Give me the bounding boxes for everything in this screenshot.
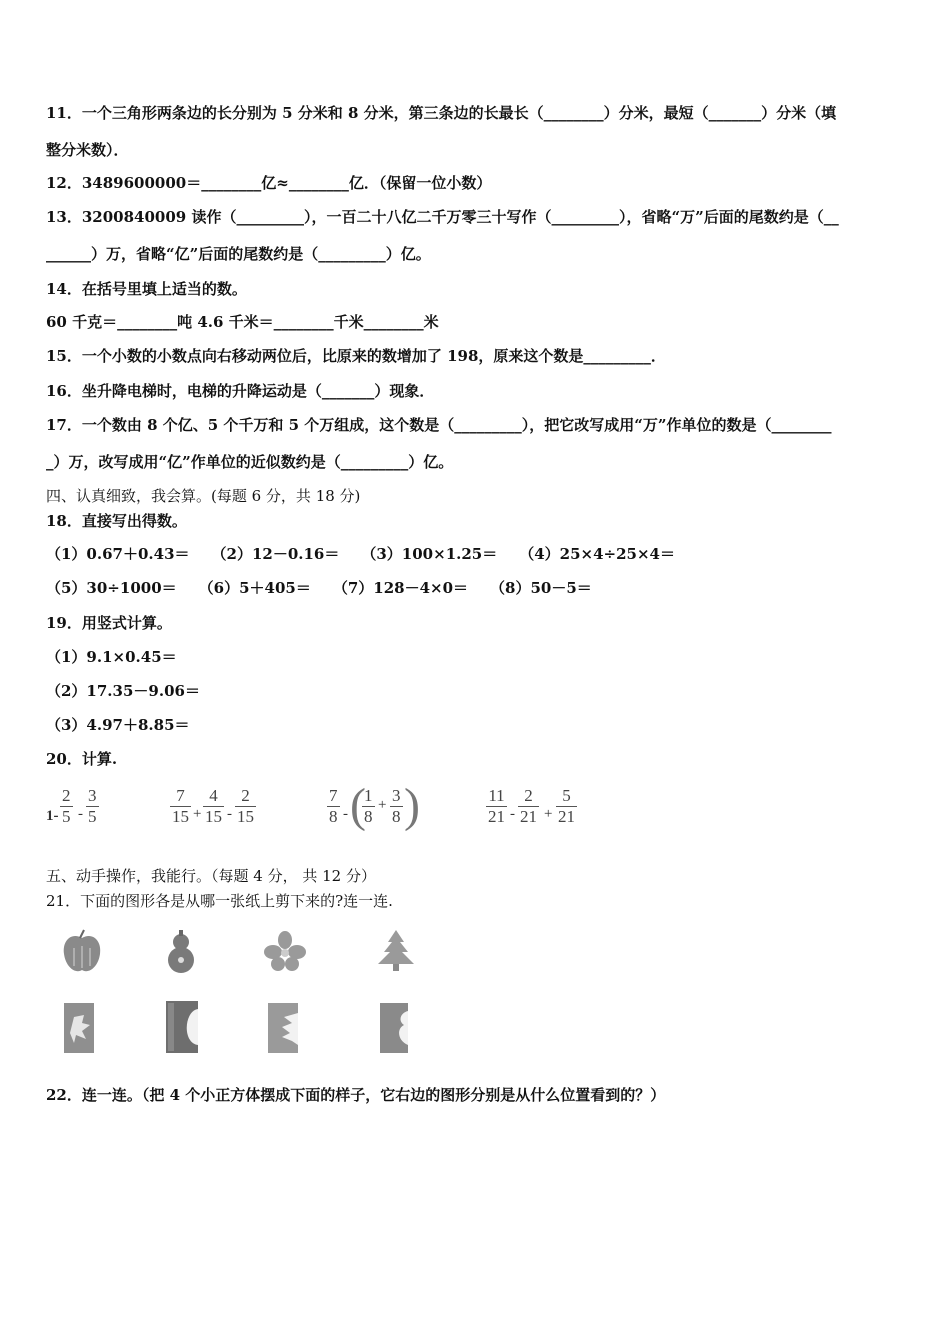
q17-line2: _）万，改写成用“亿”作单位的近似数约是（_________）亿。 [46,453,454,471]
fraction: 1 8 [364,786,373,826]
q22-title: 22．连一连。（把 4 个小正方体摆成下面的样子，它右边的图形分别是从什么位置看到的？） [46,1086,666,1104]
gourd-shape-icon [160,928,202,976]
q18-item: （5）30÷1000＝ [46,579,177,597]
q18-item: （3）100×1.25＝ [361,545,498,563]
q19-item-3: （3）4.97＋8.85＝ [46,716,190,734]
section-5-heading: 五、动手操作，我能行。（每题 4 分， 共 12 分） [46,867,376,885]
operator: - [343,806,348,822]
paper-sheet-3-icon [268,1003,300,1055]
q14-title: 14．在括号里填上适当的数。 [46,280,247,298]
q12: 12．3489600000＝________亿≈________亿．（保留一位小数） [46,174,492,192]
operator: + [544,806,553,822]
q18-row1 [46,544,697,564]
q18-row2 [46,578,614,598]
q13-line2: ______）万，省略“亿”后面的尾数约是（_________）亿。 [46,245,431,263]
fraction: 3 8 [392,786,401,826]
left-paren: ( [350,779,366,832]
q18-item: （1）0.67＋0.43＝ [46,545,190,563]
fraction: 7 15 [172,786,189,826]
operator: + [193,806,202,822]
operator: - [227,806,232,822]
fraction: 2 15 [237,786,254,826]
q21-title: 21．下面的图形各是从哪一张纸上剪下来的?连一连. [46,892,393,910]
operator: - [510,806,515,822]
q19-title: 19．用竖式计算。 [46,614,172,632]
q14-line2: 60 千克＝________吨 4.6 千米＝________千米________米 [46,313,439,331]
operator: + [378,797,387,813]
fraction: 4 15 [205,786,222,826]
paper-sheet-2-icon [166,1001,200,1055]
fraction: 3 5 [88,786,97,826]
paper-sheet-1-icon [64,1003,96,1055]
section-4-heading: 四、认真细致，我会算。(每题 6 分，共 18 分) [46,487,361,505]
q18-item: （6）5＋405＝ [198,579,311,597]
fraction: 2 5 [62,786,71,826]
expr-lead: 1- [46,808,59,824]
q18-item: （4）25×4÷25×4＝ [519,545,675,563]
q20-title: 20．计算. [46,750,118,768]
right-paren: ) [404,779,420,832]
fraction: 11 21 [488,786,505,826]
q13-line1: 13．3200840009 读作（_________），一百二十八亿二千万零三十写作（_________），省略“万”后面的尾数约是（__ [46,208,839,226]
apple-shape-icon [58,928,106,976]
q18-title: 18．直接写出得数。 [46,512,187,530]
paper-sheet-4-icon [380,1003,410,1055]
flower-shape-icon [262,930,308,972]
q16: 16．坐升降电梯时，电梯的升降运动是（_______）现象． [46,382,435,400]
q18-item: （8）50－5＝ [490,579,592,597]
q15: 15．一个小数的小数点向右移动两位后，比原来的数增加了 198，原来这个数是_________． [46,347,666,365]
q17-line1: 17．一个数由 8 个亿、5 个千万和 5 个万组成，这个数是（_________），把它改写成用“万”作单位的数是（________ [46,416,832,434]
q11-line1: 11．一个三角形两条边的长分别为 5 分米和 8 分米，第三条边的长最长（________）分米，最短（_______）分米（填 [46,104,837,122]
tree-shape-icon [374,928,418,972]
q18-item: （2）12－0.16＝ [211,545,340,563]
q11-line2: 整分米数）． [46,141,129,159]
operator: - [78,806,83,822]
q18-item: （7）128－4×0＝ [332,579,469,597]
fraction: 5 21 [558,786,575,826]
q19-item-2: （2）17.35－9.06＝ [46,682,200,700]
fraction: 7 8 [329,786,338,826]
fraction: 2 21 [520,786,537,826]
q19-item-1: （1）9.1×0.45＝ [46,648,177,666]
